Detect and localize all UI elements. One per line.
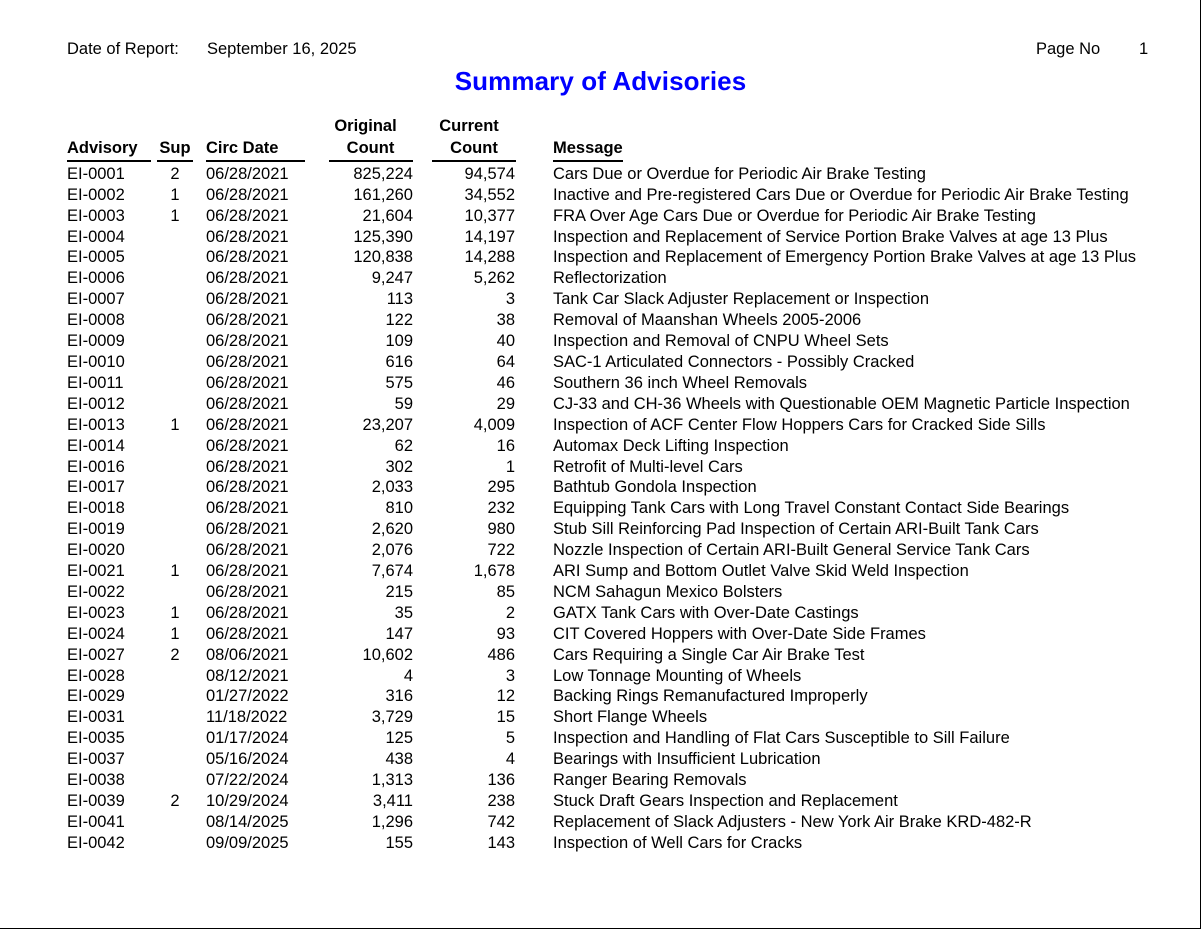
cell-current-count: 722 <box>487 541 515 560</box>
cell-current-count: 5 <box>505 729 515 748</box>
cell-advisory: EI-0018 <box>67 499 125 518</box>
cell-message: Nozzle Inspection of Certain ARI-Built General Service Tank Cars <box>553 541 1030 560</box>
table-row[interactable] <box>60 457 1136 478</box>
table-row[interactable] <box>60 603 1136 624</box>
cell-advisory: EI-0004 <box>67 227 125 246</box>
column-header-original-count[interactable] <box>318 138 423 164</box>
cell-message: FRA Over Age Cars Due or Overdue for Periodic Air Brake Testing <box>553 206 1036 225</box>
cell-sup <box>151 457 199 478</box>
cell-advisory: EI-0007 <box>67 290 125 309</box>
cell-original-count: 825,224 <box>353 164 413 183</box>
cell-current-count: 2 <box>505 603 515 622</box>
cell-current-count: 143 <box>487 833 515 852</box>
cell-circ-date: 09/09/2025 <box>206 833 289 852</box>
cell-current-count: 295 <box>487 478 515 497</box>
cell-current-count: 38 <box>496 311 515 330</box>
cell-original-count: 2,033 <box>371 478 413 497</box>
cell-current-count: 232 <box>487 499 515 518</box>
cell-sup <box>151 289 199 310</box>
cell-original-count: 120,838 <box>353 248 413 267</box>
cell-current-count: 85 <box>496 582 515 601</box>
cell-message: CJ-33 and CH-36 Wheels with Questionable OEM Magnetic Particle Inspection <box>553 394 1130 413</box>
cell-original-count: 10,602 <box>362 645 413 664</box>
cell-message: Short Flange Wheels <box>553 708 708 727</box>
cell-circ-date: 06/28/2021 <box>206 311 289 330</box>
table-row[interactable] <box>60 415 1136 436</box>
cell-original-count: 35 <box>394 603 413 622</box>
cell-advisory: EI-0027 <box>67 645 125 664</box>
cell-original-count: 109 <box>385 332 413 351</box>
report-date-label: Date of Report: <box>67 40 179 58</box>
table-row[interactable] <box>60 749 1136 770</box>
cell-message: Retrofit of Multi-level Cars <box>553 457 743 476</box>
cell-message: Tank Car Slack Adjuster Replacement or Inspection <box>553 290 930 309</box>
cell-sup: 1 <box>170 562 180 581</box>
cell-advisory: EI-0009 <box>67 332 125 351</box>
cell-sup <box>151 331 199 352</box>
cell-original-count: 3,729 <box>371 708 413 727</box>
table-row[interactable] <box>60 268 1136 289</box>
cell-circ-date: 06/28/2021 <box>206 415 289 434</box>
cell-current-count: 486 <box>487 645 515 664</box>
cell-original-count: 810 <box>385 499 413 518</box>
cell-sup: 2 <box>170 164 180 183</box>
cell-circ-date: 06/28/2021 <box>206 457 289 476</box>
cell-current-count: 742 <box>487 812 515 831</box>
table-row[interactable] <box>60 206 1136 227</box>
cell-sup <box>151 268 199 289</box>
cell-message: NCM Sahagun Mexico Bolsters <box>553 582 783 601</box>
cell-advisory: EI-0002 <box>67 185 125 204</box>
table-row[interactable] <box>60 289 1136 310</box>
cell-advisory: EI-0031 <box>67 708 125 727</box>
cell-circ-date: 06/28/2021 <box>206 499 289 518</box>
column-header-sup-label: Sup <box>157 138 193 162</box>
table-row[interactable] <box>60 247 1136 268</box>
cell-sup: 1 <box>170 185 180 204</box>
cell-sup <box>151 519 199 540</box>
cell-circ-date: 06/28/2021 <box>206 227 289 246</box>
table-row[interactable] <box>60 707 1136 728</box>
cell-circ-date: 06/28/2021 <box>206 269 289 288</box>
cell-message: ARI Sump and Bottom Outlet Valve Skid Weld Inspection <box>553 562 969 581</box>
cell-original-count: 616 <box>385 352 413 371</box>
cell-sup <box>151 477 199 498</box>
cell-original-count: 2,076 <box>371 541 413 560</box>
cell-circ-date: 01/17/2024 <box>206 729 289 748</box>
cell-sup: 1 <box>170 624 180 643</box>
cell-sup <box>151 498 199 519</box>
cell-advisory: EI-0029 <box>67 687 125 706</box>
cell-current-count: 1 <box>505 457 515 476</box>
page-title: Summary of Advisories <box>454 66 747 96</box>
cell-sup: 2 <box>170 645 180 664</box>
cell-original-count: 438 <box>385 750 413 769</box>
cell-circ-date: 10/29/2024 <box>206 792 289 810</box>
cell-advisory: EI-0011 <box>67 373 124 392</box>
cell-sup <box>151 749 199 770</box>
cell-sup <box>151 666 199 687</box>
cell-current-count: 980 <box>487 520 515 539</box>
cell-circ-date: 06/28/2021 <box>206 562 289 581</box>
cell-circ-date: 06/28/2021 <box>206 206 289 225</box>
cell-sup <box>151 812 199 833</box>
cell-current-count: 93 <box>496 624 515 643</box>
cell-circ-date: 06/28/2021 <box>206 394 289 413</box>
cell-circ-date: 11/18/2022 <box>206 708 288 727</box>
table-row[interactable] <box>60 331 1136 352</box>
cell-advisory: EI-0038 <box>67 771 125 790</box>
table-header <box>60 116 1136 164</box>
table-row[interactable] <box>60 373 1136 394</box>
cell-message: Cars Due or Overdue for Periodic Air Brake Testing <box>553 164 926 183</box>
table-row[interactable] <box>60 477 1136 498</box>
column-header-advisory-label: Advisory <box>67 138 151 162</box>
cell-original-count: 161,260 <box>353 185 413 204</box>
cell-advisory: EI-0008 <box>67 311 125 330</box>
cell-message: Cars Requiring a Single Car Air Brake Test <box>553 645 865 664</box>
cell-circ-date: 05/16/2024 <box>206 750 289 769</box>
cell-circ-date: 01/27/2022 <box>206 687 289 706</box>
cell-advisory: EI-0037 <box>67 750 125 769</box>
cell-advisory: EI-0024 <box>67 624 125 643</box>
cell-circ-date: 06/28/2021 <box>206 436 289 455</box>
table-row[interactable] <box>60 686 1136 707</box>
cell-circ-date: 06/28/2021 <box>206 520 289 539</box>
cell-current-count: 94,574 <box>464 164 515 183</box>
cell-original-count: 4 <box>403 666 413 685</box>
cell-circ-date: 06/28/2021 <box>206 332 289 351</box>
cell-message: Bearings with Insufficient Lubrication <box>553 750 821 769</box>
cell-advisory: EI-0042 <box>67 833 125 852</box>
table-row[interactable] <box>60 645 1136 666</box>
cell-current-count: 34,552 <box>464 185 515 204</box>
cell-original-count: 125 <box>385 729 413 748</box>
cell-original-count: 575 <box>385 373 413 392</box>
cell-advisory: EI-0041 <box>67 812 125 831</box>
cell-circ-date: 07/22/2024 <box>206 771 289 790</box>
cell-circ-date: 06/28/2021 <box>206 164 289 183</box>
cell-message: Inactive and Pre-registered Cars Due or Overdue for Periodic Air Brake Testing <box>553 185 1129 204</box>
cell-sup <box>151 833 199 854</box>
cell-current-count: 16 <box>496 436 515 455</box>
cell-circ-date: 06/28/2021 <box>206 290 289 309</box>
cell-message: Backing Rings Remanufactured Improperly <box>553 687 868 706</box>
cell-sup <box>151 686 199 707</box>
table-header-top-row <box>60 116 1136 138</box>
cell-original-count: 155 <box>385 833 413 852</box>
report-date-value: September 16, 2025 <box>207 40 357 58</box>
cell-circ-date: 06/28/2021 <box>206 248 289 267</box>
table-row[interactable] <box>60 185 1136 206</box>
cell-message: Stub Sill Reinforcing Pad Inspection of Certain ARI-Built Tank Cars <box>553 520 1039 539</box>
column-header-original-count-label: Count <box>329 138 413 162</box>
table-row[interactable] <box>60 394 1136 415</box>
cell-advisory: EI-0035 <box>67 729 125 748</box>
column-header-advisory[interactable] <box>60 138 151 164</box>
cell-sup <box>151 770 199 791</box>
page-number-value: 1 <box>1139 40 1149 58</box>
cell-current-count: 46 <box>496 373 515 392</box>
cell-advisory: EI-0028 <box>67 666 125 685</box>
cell-original-count: 215 <box>385 582 413 601</box>
column-header-message-label: Message <box>553 138 623 162</box>
cell-advisory: EI-0022 <box>67 582 125 601</box>
table-row[interactable] <box>60 624 1136 645</box>
cell-sup <box>151 582 199 603</box>
cell-sup <box>151 728 199 749</box>
cell-message: Inspection of Well Cars for Cracks <box>553 833 803 852</box>
cell-circ-date: 08/14/2025 <box>206 812 289 831</box>
cell-advisory: EI-0006 <box>67 269 125 288</box>
cell-current-count: 3 <box>505 290 515 309</box>
cell-sup <box>151 352 199 373</box>
cell-message: CIT Covered Hoppers with Over-Date Side Frames <box>553 624 926 643</box>
table-row[interactable] <box>60 436 1136 457</box>
header-top-message <box>525 116 1136 138</box>
table-row[interactable] <box>60 770 1136 791</box>
table-row[interactable] <box>60 352 1136 373</box>
cell-message: Automax Deck Lifting Inspection <box>553 436 789 455</box>
table-row[interactable] <box>60 812 1136 833</box>
cell-original-count: 1,296 <box>371 812 413 831</box>
cell-advisory: EI-0012 <box>67 394 125 413</box>
cell-current-count: 4,009 <box>473 415 515 434</box>
cell-circ-date: 06/28/2021 <box>206 582 289 601</box>
table-row[interactable] <box>60 519 1136 540</box>
cell-message: Inspection and Replacement of Emergency Portion Brake Valves at age 13 Plus <box>553 248 1137 267</box>
header-top-advisory <box>60 116 151 138</box>
header-top-circ-date <box>199 116 318 138</box>
cell-advisory: EI-0021 <box>67 562 125 581</box>
table-row[interactable] <box>60 561 1136 582</box>
cell-original-count: 113 <box>386 290 413 309</box>
column-header-sup[interactable] <box>151 138 199 164</box>
cell-message: GATX Tank Cars with Over-Date Castings <box>553 603 859 622</box>
table-row[interactable] <box>60 227 1136 248</box>
cell-sup <box>151 707 199 728</box>
cell-message: Bathtub Gondola Inspection <box>553 478 757 497</box>
cell-message: Inspection of ACF Center Flow Hoppers Cars for Cracked Side Sills <box>553 415 1046 434</box>
cell-sup: 1 <box>170 415 180 434</box>
cell-original-count: 62 <box>394 436 413 455</box>
cell-current-count: 14,197 <box>464 227 515 246</box>
header-top-current-count: Current <box>439 117 499 135</box>
cell-message: Low Tonnage Mounting of Wheels <box>553 666 802 685</box>
cell-original-count: 122 <box>385 311 413 330</box>
cell-sup: 1 <box>170 603 180 622</box>
table-row[interactable] <box>60 540 1136 561</box>
table-row[interactable] <box>60 164 1136 185</box>
column-header-circ-date-label: Circ Date <box>206 138 305 162</box>
advisories-table <box>60 116 1136 854</box>
cell-circ-date: 06/28/2021 <box>206 624 289 643</box>
header-top-original-count: Original <box>334 117 397 135</box>
cell-sup <box>151 227 199 248</box>
cell-current-count: 5,262 <box>473 269 515 288</box>
cell-advisory: EI-0019 <box>67 520 125 539</box>
header-top-sup <box>151 116 199 138</box>
cell-original-count: 9,247 <box>371 269 413 288</box>
cell-current-count: 1,678 <box>473 562 515 581</box>
cell-message: Inspection and Replacement of Service Portion Brake Valves at age 13 Plus <box>553 227 1108 246</box>
table-row[interactable] <box>60 666 1136 687</box>
cell-advisory: EI-0016 <box>67 457 125 476</box>
table-row[interactable] <box>60 791 1136 812</box>
cell-sup <box>151 247 199 268</box>
cell-circ-date: 06/28/2021 <box>206 185 289 204</box>
cell-sup <box>151 373 199 394</box>
column-header-circ-date[interactable] <box>199 138 318 164</box>
cell-original-count: 21,604 <box>362 206 413 225</box>
column-header-current-count[interactable] <box>423 138 525 164</box>
cell-message: Removal of Maanshan Wheels 2005-2006 <box>553 311 862 330</box>
cell-current-count: 10,377 <box>464 206 515 225</box>
cell-advisory: EI-0010 <box>67 352 125 371</box>
cell-circ-date: 06/28/2021 <box>206 478 289 497</box>
cell-current-count: 29 <box>496 394 515 413</box>
cell-original-count: 302 <box>385 457 413 476</box>
table-header-row <box>60 138 1136 164</box>
cell-advisory: EI-0001 <box>67 164 125 183</box>
cell-advisory: EI-0017 <box>67 478 125 497</box>
cell-message: Inspection and Handling of Flat Cars Susceptible to Sill Failure <box>553 729 1010 748</box>
table-row[interactable] <box>60 582 1136 603</box>
cell-current-count: 14,288 <box>464 248 515 267</box>
column-header-message[interactable] <box>525 138 1136 164</box>
cell-circ-date: 08/12/2021 <box>206 666 289 685</box>
table-row[interactable] <box>60 310 1136 331</box>
cell-advisory: EI-0039 <box>67 792 125 810</box>
cell-original-count: 7,674 <box>371 562 413 581</box>
cell-message: Replacement of Slack Adjusters - New York Air Brake KRD-482-R <box>553 812 1032 831</box>
cell-current-count: 238 <box>487 792 515 810</box>
column-header-current-count-label: Count <box>432 138 516 162</box>
cell-current-count: 3 <box>505 666 515 685</box>
table-row[interactable] <box>60 728 1136 749</box>
cell-sup <box>151 394 199 415</box>
cell-current-count: 4 <box>505 750 515 769</box>
cell-original-count: 3,411 <box>372 792 413 810</box>
cell-circ-date: 08/06/2021 <box>206 645 289 664</box>
cell-advisory: EI-0023 <box>67 603 125 622</box>
cell-message: Stuck Draft Gears Inspection and Replacement <box>553 792 898 810</box>
cell-current-count: 40 <box>496 332 515 351</box>
cell-sup <box>151 310 199 331</box>
cell-circ-date: 06/28/2021 <box>206 352 289 371</box>
cell-current-count: 64 <box>496 352 515 371</box>
cell-message: Southern 36 inch Wheel Removals <box>553 373 808 392</box>
cell-original-count: 147 <box>385 624 413 643</box>
table-row[interactable] <box>60 498 1136 519</box>
cell-original-count: 316 <box>385 687 413 706</box>
cell-current-count: 136 <box>487 771 515 790</box>
cell-current-count: 15 <box>496 708 515 727</box>
cell-circ-date: 06/28/2021 <box>206 541 289 560</box>
cell-sup: 2 <box>170 792 180 810</box>
cell-sup <box>151 540 199 561</box>
page-number-label: Page No <box>1036 40 1101 58</box>
cell-original-count: 59 <box>394 394 413 413</box>
cell-original-count: 125,390 <box>353 227 413 246</box>
table-body <box>60 164 1136 854</box>
cell-original-count: 2,620 <box>371 520 413 539</box>
cell-advisory: EI-0014 <box>67 436 125 455</box>
cell-original-count: 23,207 <box>362 415 413 434</box>
cell-current-count: 12 <box>496 687 515 706</box>
cell-advisory: EI-0020 <box>67 541 125 560</box>
cell-message: Reflectorization <box>553 269 667 288</box>
cell-advisory: EI-0013 <box>67 415 125 434</box>
cell-message: Inspection and Removal of CNPU Wheel Sets <box>553 332 889 351</box>
cell-message: SAC-1 Articulated Connectors - Possibly Cracked <box>553 352 915 371</box>
cell-advisory: EI-0005 <box>67 248 125 267</box>
cell-sup <box>151 436 199 457</box>
cell-message: Ranger Bearing Removals <box>553 771 747 790</box>
cell-circ-date: 06/28/2021 <box>206 373 289 392</box>
table-row[interactable] <box>60 833 1136 854</box>
report-header <box>0 40 1201 66</box>
cell-advisory: EI-0003 <box>67 206 125 225</box>
cell-sup: 1 <box>170 206 180 225</box>
cell-original-count: 1,313 <box>371 771 413 790</box>
cell-message: Equipping Tank Cars with Long Travel Constant Contact Side Bearings <box>553 499 1070 518</box>
cell-circ-date: 06/28/2021 <box>206 603 289 622</box>
